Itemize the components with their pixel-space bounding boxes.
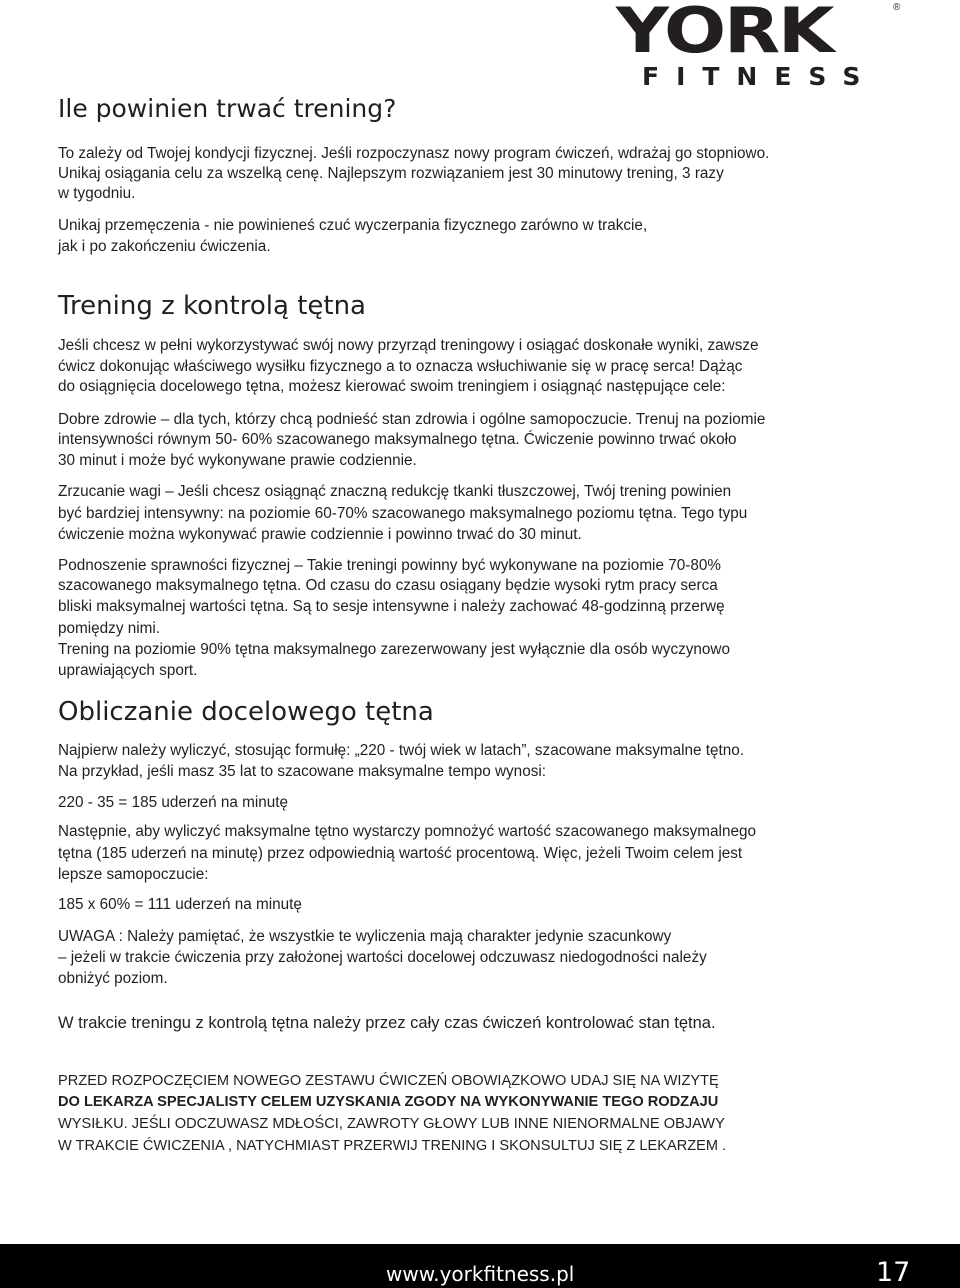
note-line: – jeżeli w trakcie ćwiczenia przy założonej wartości docelowej odczuwasz niedogodności należy [58, 949, 707, 966]
paragraph-line: Podnoszenie sprawności fizycznej – Takie treningi powinny być wykonywane na poziomie 70-80% [58, 557, 721, 574]
paragraph-line: To zależy od Twojej kondycji fizycznej. Jeśli rozpoczynasz nowy program ćwiczeń, wdrażaj go stopniowo. [58, 145, 770, 162]
paragraph-line: pomiędzy nimi. [58, 620, 161, 637]
paragraph-line: w tygodniu. [58, 185, 136, 202]
emphasis-statement: W trakcie treningu z kontrolą tętna należy przez cały czas ćwiczeń kontrolować stan tętna. [58, 1014, 716, 1032]
logo-york-text: YORK [616, 0, 833, 67]
paragraph-line: bliski maksymalnej wartości tętna. Są to sesje intensywne i należy zachować 48-godzinną przerwę [58, 598, 725, 615]
york-fitness-logo [616, 2, 906, 94]
page-number: 17 [876, 1257, 911, 1288]
paragraph-line: Trening na poziomie 90% tętna maksymalnego zarezerwowany jest wyłącznie dla osób wyczynowo [58, 641, 730, 658]
logo-fitness-text: FITNESS [642, 62, 878, 91]
formula-target-heart-rate: 185 x 60% = 111 uderzeń na minutę [58, 896, 302, 913]
paragraph-line: Unikaj przemęczenia - nie powinieneś czuć wyczerpania fizycznego zarówno w trakcie, [58, 217, 648, 234]
paragraph-line: ćwiczenie można wykonywać prawie codziennie i powinno trwać do 30 minut. [58, 526, 582, 543]
paragraph-line: do osiągnięcia docelowego tętna, możesz kierować swoim treningiem i osiągnąć następujące cele: [58, 378, 726, 395]
paragraph-line: uprawiających sport. [58, 662, 198, 679]
paragraph-line: Następnie, aby wyliczyć maksymalne tętno wystarczy pomnożyć wartość szacowanego maksymalnego [58, 823, 756, 840]
heading-heart-rate-training: Trening z kontrolą tętna [58, 291, 366, 321]
heading-training-duration: Ile powinien trwać trening? [58, 94, 397, 123]
paragraph-line: szacowanego maksymalnego tętna. Od czasu do czasu osiągany będzie wysoki rytm pracy serca [58, 577, 718, 594]
formula-max-heart-rate: 220 - 35 = 185 uderzeń na minutę [58, 794, 289, 811]
paragraph-line: lepsze samopoczucie: [58, 866, 209, 883]
logo-registered-mark: ® [893, 2, 901, 13]
warning-line: WYSIŁKU. JEŚLI ODCZUWASZ MDŁOŚCI, ZAWROTY GŁOWY LUB INNE NIENORMALNE OBJAWY [58, 1116, 725, 1132]
paragraph-line: ćwicz dokonując właściwego wysiłku fizycznego a to oznacza wsłuchiwanie się w pracę serca! Dążąc [58, 358, 743, 375]
paragraph-line: tętna (185 uderzeń na minutę) przez odpowiednią wartość procentową. Więc, jeżeli Twoim celem jest [58, 845, 743, 862]
note-line: UWAGA : Należy pamiętać, że wszystkie te wyliczenia mają charakter jedynie szacunkowy [58, 928, 672, 945]
paragraph-line: być bardziej intensywny: na poziomie 60-70% szacowanego maksymalnego poziomu tętna. Tego typu [58, 505, 748, 522]
heading-target-heart-rate: Obliczanie docelowego tętna [58, 697, 434, 727]
paragraph-line: Unikaj osiągania celu za wszelką cenę. Najlepszym rozwiązaniem jest 30 minutowy trening, 3 razy [58, 165, 724, 182]
note-line: obniżyć poziom. [58, 970, 168, 987]
paragraph-line: 30 minut i może być wykonywane prawie codziennie. [58, 452, 417, 469]
warning-line: W TRAKCIE ĆWICZENIA , NATYCHMIAST PRZERWIJ TRENING I SKONSULTUJ SIĘ Z LEKARZEM . [58, 1138, 727, 1154]
paragraph-line: Dobre zdrowie – dla tych, którzy chcą podnieść stan zdrowia i ogólne samopoczucie. Trenuj na poziomie [58, 411, 766, 428]
paragraph-line: Na przykład, jeśli masz 35 lat to szacowane maksymalne tempo wynosi: [58, 763, 546, 780]
paragraph-line: Jeśli chcesz w pełni wykorzystywać swój nowy przyrząd treningowy i osiągać doskonałe wyniki, zawsze [58, 337, 759, 354]
paragraph-line: intensywności równym 50- 60% szacowanego maksymalnego tętna. Ćwiczenie powinno trwać około [58, 431, 737, 448]
footer-website-link[interactable]: www.yorkfitness.pl [386, 1262, 575, 1286]
paragraph-line: Najpierw należy wyliczyć, stosując formułę: „220 - twój wiek w latach”, szacowane maksymalne tętno. [58, 742, 745, 759]
warning-line: DO LEKARZA SPECJALISTY CELEM UZYSKANIA ZGODY NA WYKONYWANIE TEGO RODZAJU [58, 1094, 719, 1110]
paragraph-line: jak i po zakończeniu ćwiczenia. [58, 238, 271, 255]
warning-line: PRZED ROZPOCZĘCIEM NOWEGO ZESTAWU ĆWICZEŃ OBOWIĄZKOWO UDAJ SIĘ NA WIZYTĘ [58, 1073, 719, 1089]
paragraph-line: Zrzucanie wagi – Jeśli chcesz osiągnąć znaczną redukcję tkanki tłuszczowej, Twój trening powinien [58, 483, 732, 500]
